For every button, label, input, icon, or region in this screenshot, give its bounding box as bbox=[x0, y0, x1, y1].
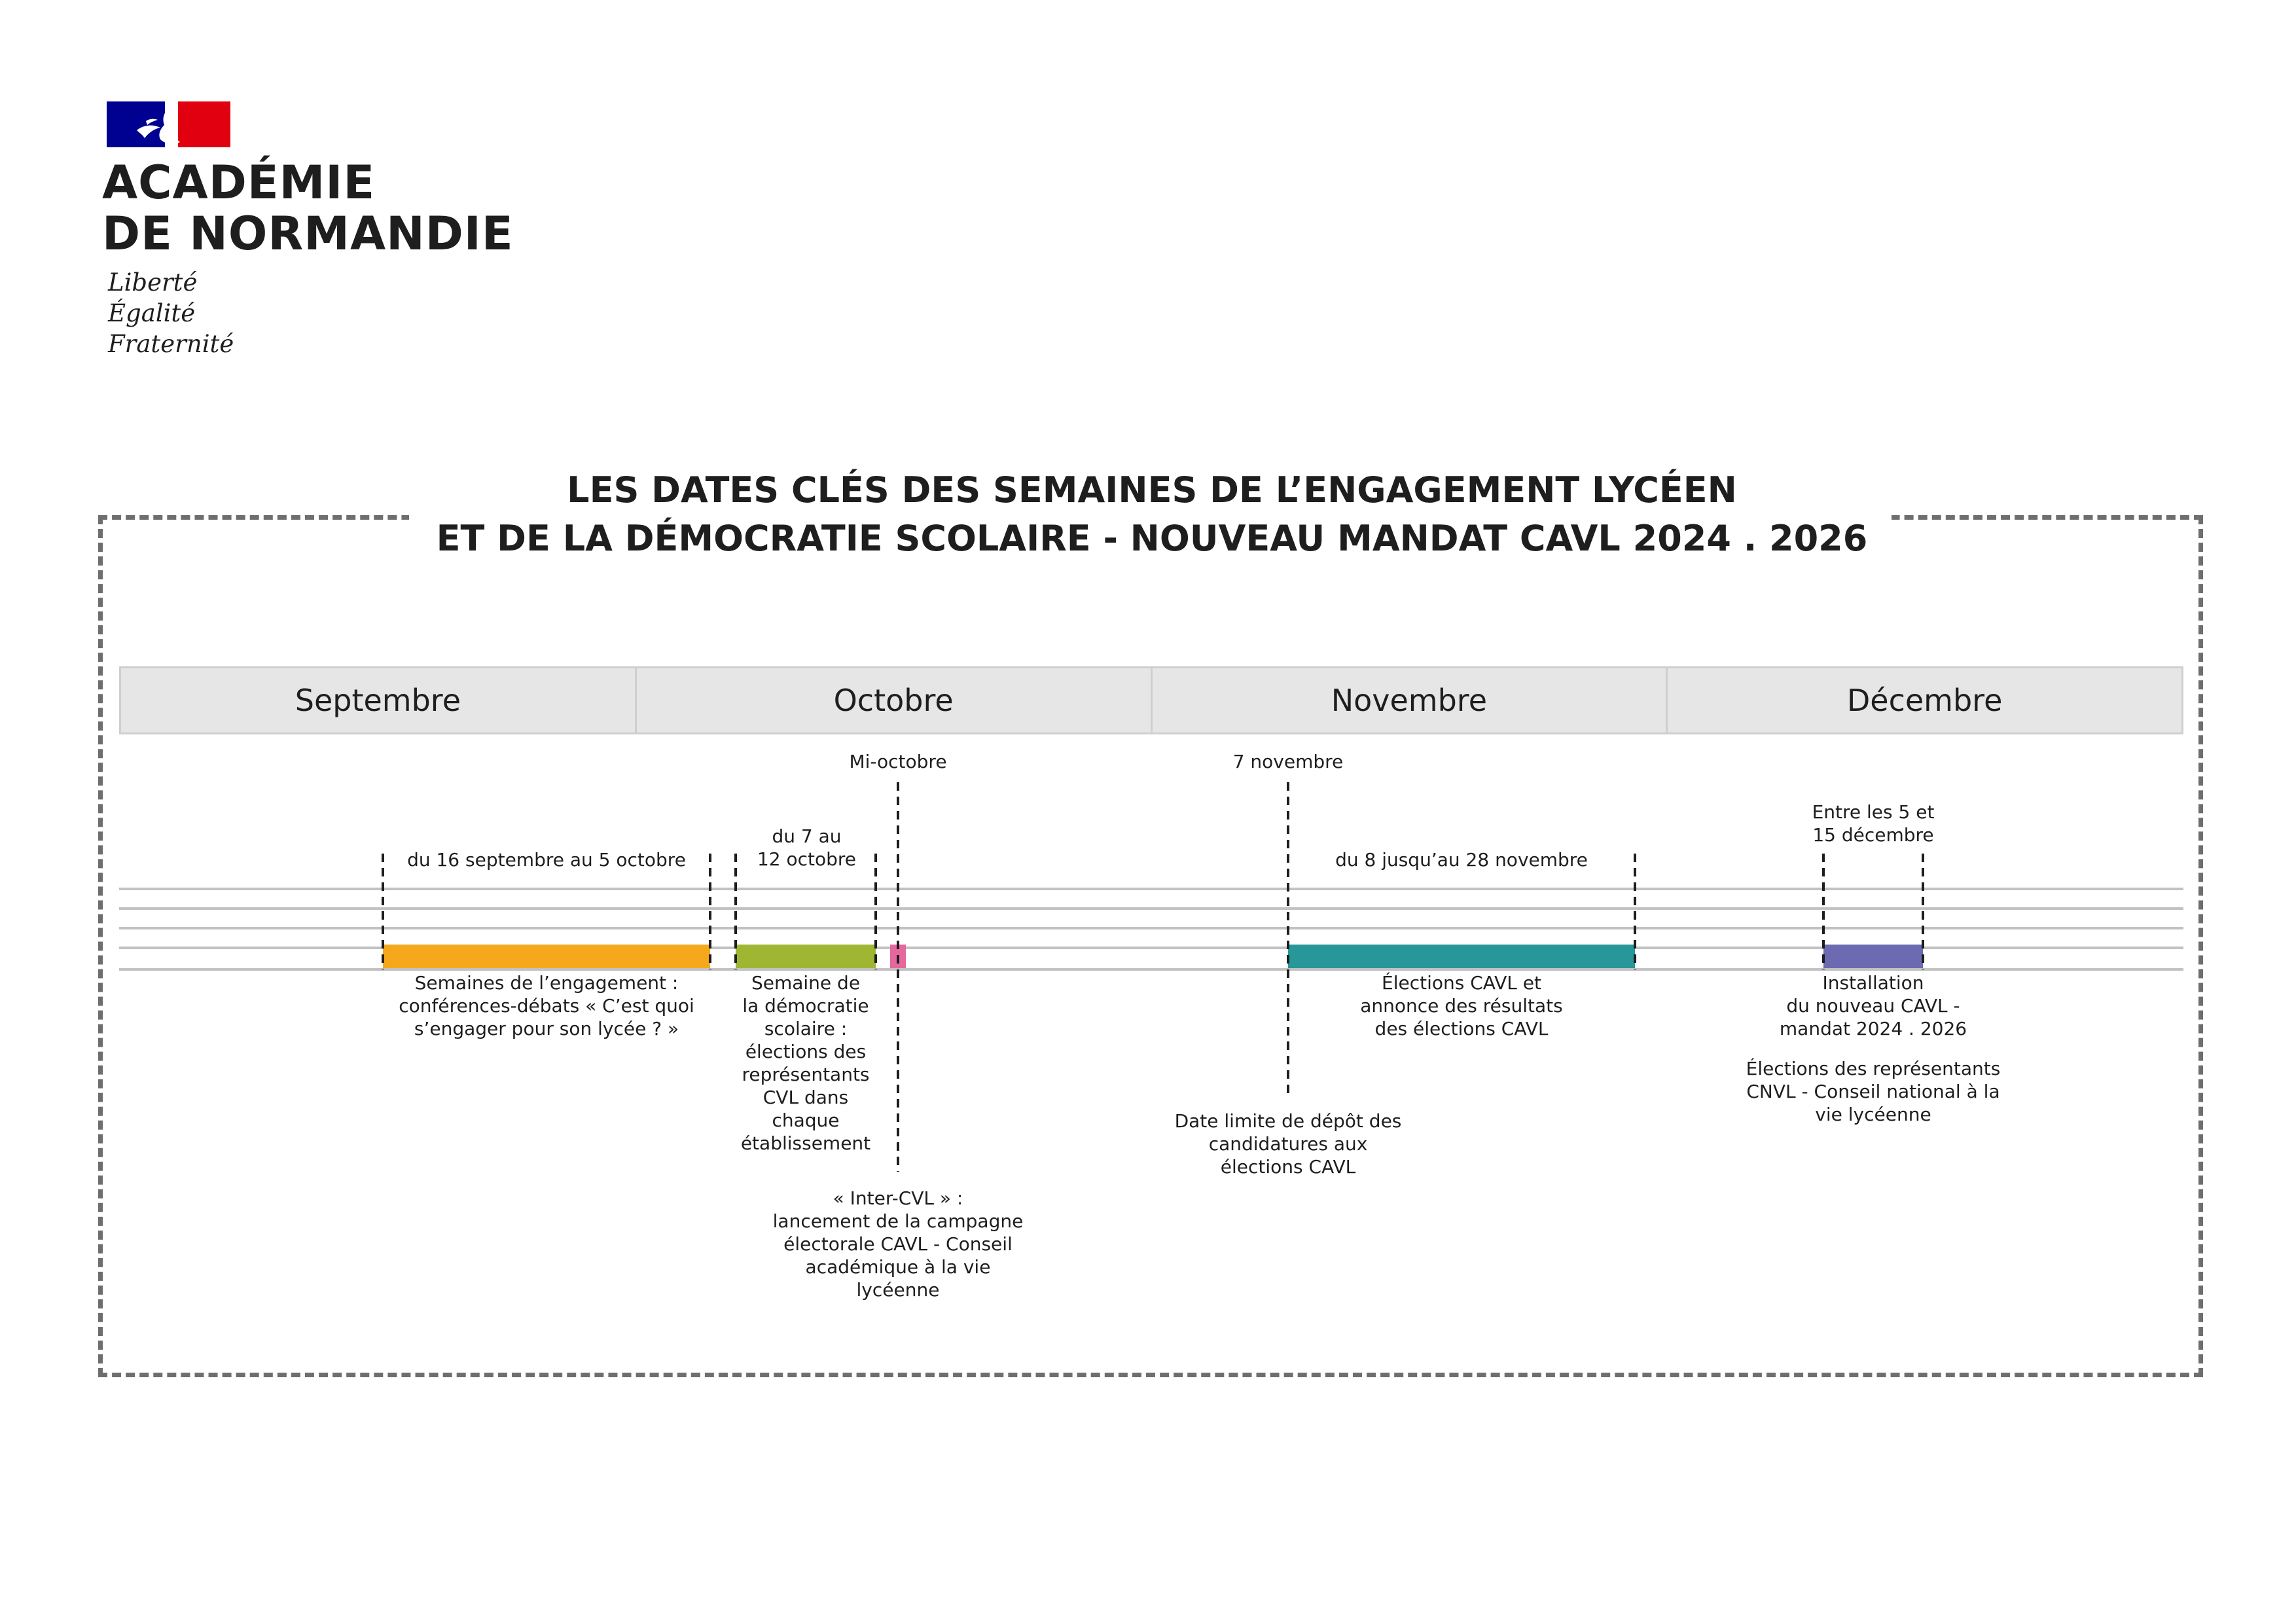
motto-egalite: Égalité bbox=[108, 299, 196, 327]
bar-elections-cavl bbox=[1288, 945, 1635, 968]
period-date-limite: 7 novembre bbox=[1232, 751, 1344, 772]
description-engagement: Semaines de l’engagement : conférences-débats « C’est quoi s’engager pour son lycée ? » bbox=[399, 972, 694, 1039]
description-democratie: Semaine de la démocratie scolaire : élections des représentants CVL dans chaque établissement bbox=[740, 972, 871, 1154]
motto-fraternite: Fraternité bbox=[108, 330, 234, 358]
description-installation: Installation du nouveau CAVL - mandat 2024 . 2026 bbox=[1779, 972, 1967, 1039]
description-date-limite: Date limite de dépôt des candidatures aux élections CAVL bbox=[1174, 1110, 1402, 1178]
month-septembre: Septembre bbox=[121, 668, 637, 732]
description-cnvl: Élections des représentants CNVL - Conseil national à la vie lycéenne bbox=[1746, 1058, 2001, 1125]
month-octobre: Octobre bbox=[637, 668, 1153, 732]
period-inter-cvl: Mi-octobre bbox=[849, 751, 947, 772]
motto-liberte: Liberté bbox=[108, 268, 198, 297]
period-engagement: du 16 septembre au 5 octobre bbox=[407, 849, 686, 871]
page-title-line-2: ET DE LA DÉMOCRATIE SCOLAIRE - NOUVEAU MANDAT CAVL 2024 . 2026 bbox=[436, 518, 1868, 559]
bar-democratie bbox=[736, 945, 876, 968]
period-installation: Entre les 5 et 15 décembre bbox=[1812, 801, 1935, 846]
description-elections-cavl: Élections CAVL et annonce des résultats des élections CAVL bbox=[1360, 972, 1563, 1039]
month-decembre: Décembre bbox=[1846, 683, 2003, 718]
institution-name-line-2: DE NORMANDIE bbox=[102, 207, 514, 261]
bar-engagement bbox=[383, 945, 710, 968]
month-novembre: Novembre bbox=[1153, 668, 1668, 732]
period-elections-cavl: du 8 jusqu’au 28 novembre bbox=[1335, 849, 1588, 871]
period-democratie: du 7 au 12 octobre bbox=[757, 825, 857, 870]
bar-installation bbox=[1823, 945, 1923, 968]
description-inter-cvl: « Inter-CVL » : lancement de la campagne électorale CAVL - Conseil académique à la vie lycéenne bbox=[772, 1187, 1024, 1301]
page-title-line-1: LES DATES CLÉS DES SEMAINES DE L’ENGAGEMENT LYCÉEN bbox=[567, 469, 1737, 511]
institution-name-line-1: ACADÉMIE bbox=[102, 156, 376, 209]
